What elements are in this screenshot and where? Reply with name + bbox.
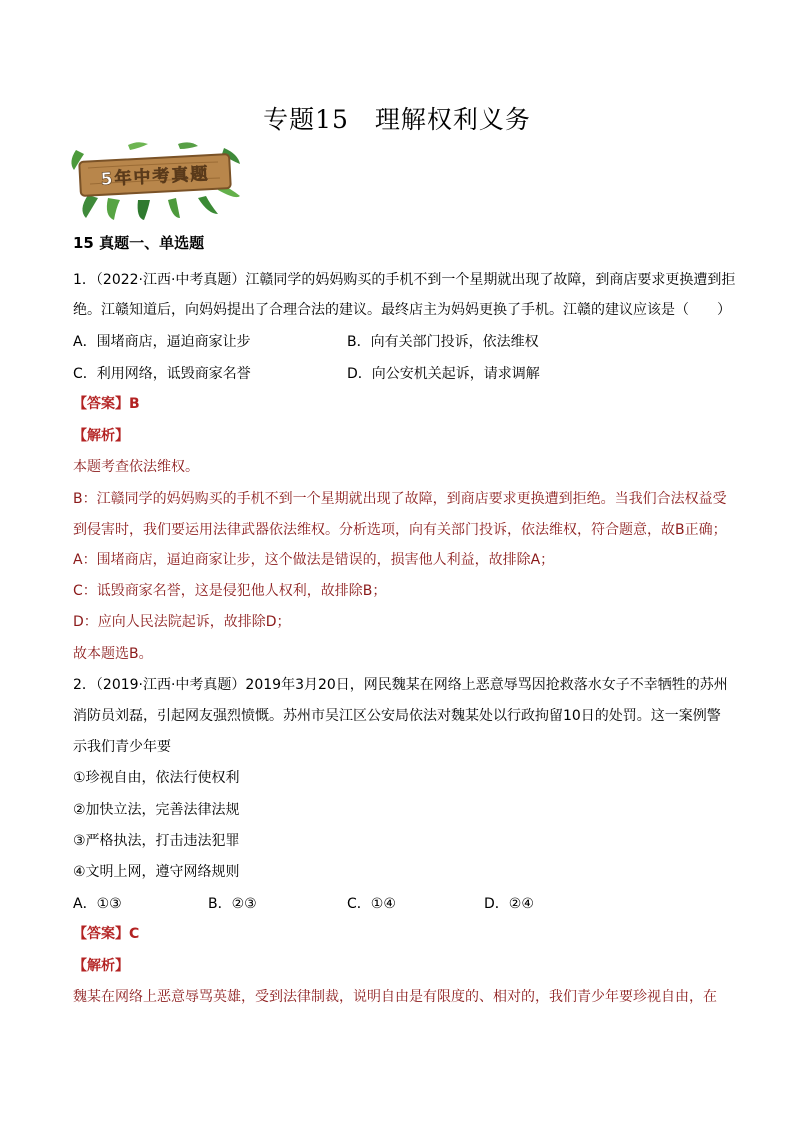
q2-option-b: B．②③	[208, 896, 257, 912]
q2-stem-line3: 示我们青少年要	[73, 739, 171, 755]
q1-conclusion: 故本题选B。	[73, 646, 153, 662]
q2-analysis-line1: 魏某在网络上恶意辱骂英雄，受到法律制裁，说明自由是有限度的、相对的，我们青少年要珍视自由，在	[73, 989, 717, 1005]
badge-label: 5年中考真题	[100, 164, 210, 190]
q1-option-a: A．围堵商店，逼迫商家让步	[73, 334, 251, 350]
q2-item-2: ②加快立法，完善法律法规	[73, 802, 240, 818]
q1-answer: 【答案】B	[73, 396, 140, 412]
q1-option-d: D．向公安机关起诉，请求调解	[347, 366, 540, 382]
q1-analysis-c: C：诋毁商家名誉，这是侵犯他人权利，故排除B；	[73, 583, 387, 599]
q2-option-c: C．①④	[347, 896, 396, 912]
section-badge-image	[68, 140, 242, 220]
q2-item-4: ④文明上网，遵守网络规则	[73, 864, 240, 880]
q1-analysis-intro: 本题考查依法维权。	[73, 459, 199, 475]
q1-analysis-b-line2: 到侵害时，我们要运用法律武器依法维权。分析选项，向有关部门投诉，依法维权，符合题意，故B正确；	[73, 522, 727, 538]
q1-option-b: B．向有关部门投诉，依法维权	[347, 334, 539, 350]
q2-stem-line1: 2．（2019·江西·中考真题）2019年3月20日，网民魏某在网络上恶意辱骂因抢救落水女子不幸牺牲的苏州	[73, 677, 728, 693]
q1-analysis-label: 【解析】	[73, 428, 129, 444]
q2-item-1: ①珍视自由，依法行使权利	[73, 770, 240, 786]
section-heading: 15 真题一、单选题	[73, 234, 205, 252]
q1-analysis-b-line1: B：江赣同学的妈妈购买的手机不到一个星期就出现了故障，到商店要求更换遭到拒绝。当我们合法权益受	[73, 491, 727, 507]
q2-stem-line2: 消防员刘磊，引起网友强烈愤慨。苏州市吴江区公安局依法对魏某处以行政拘留10日的处罚。这一案例警	[73, 708, 721, 724]
q2-answer: 【答案】C	[73, 926, 140, 942]
q2-option-d: D．②④	[484, 896, 534, 912]
q1-stem-line2: 绝。江赣知道后，向妈妈提出了合理合法的建议。最终店主为妈妈更换了手机。江赣的建议应该是（ ）	[73, 302, 731, 318]
q1-analysis-a: A：围堵商店，逼迫商家让步，这个做法是错误的，损害他人利益，故排除A；	[73, 552, 555, 568]
q1-stem-line1: 1．（2022·江西·中考真题）江赣同学的妈妈购买的手机不到一个星期就出现了故障，到商店要求更换遭到拒	[73, 272, 736, 288]
q2-item-3: ③严格执法，打击违法犯罪	[73, 833, 240, 849]
q1-option-c: C．利用网络，诋毁商家名誉	[73, 366, 251, 382]
q2-analysis-label: 【解析】	[73, 958, 129, 974]
q1-analysis-d: D：应向人民法院起诉，故排除D；	[73, 614, 291, 630]
q2-option-a: A．①③	[73, 896, 122, 912]
page-title: 专题15 理解权利义务	[263, 105, 531, 134]
